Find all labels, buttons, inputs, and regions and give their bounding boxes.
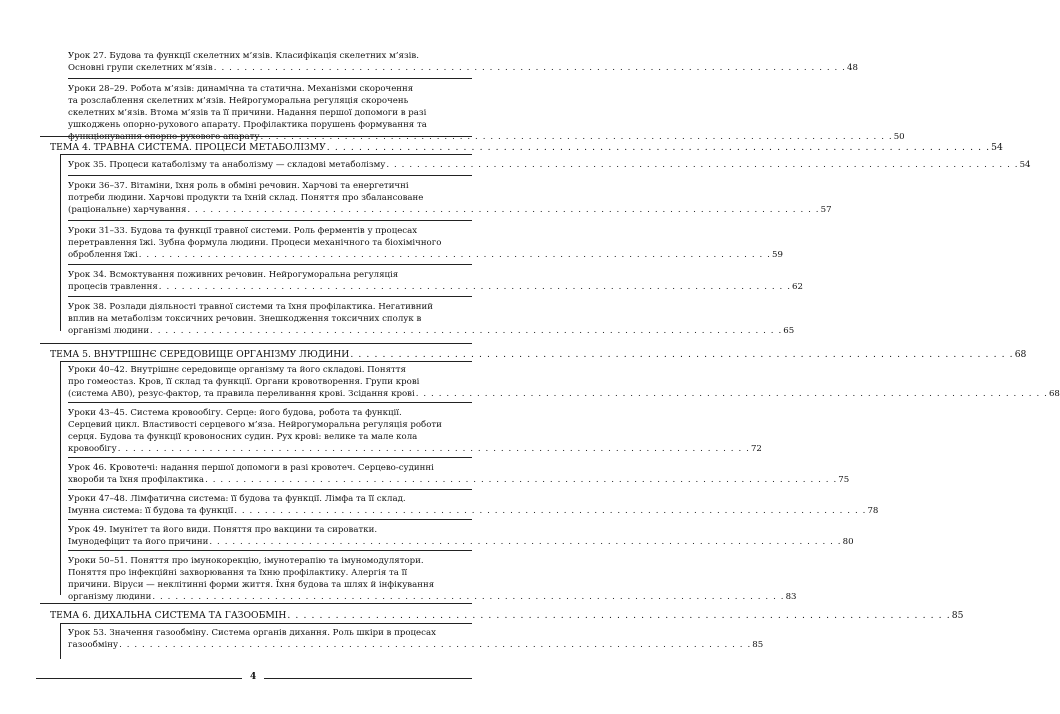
- entry-separator: [68, 264, 472, 265]
- entry-separator: [68, 78, 472, 79]
- entry-line: серця. Будова та функції кровоносних судин. Рух крові: велике та мале кола: [68, 432, 418, 442]
- toc-topic-5[interactable]: [50, 349, 1027, 361]
- entry-line: Імунодефіцит та його причини: [68, 537, 209, 547]
- toc-entry-lessons-50-51[interactable]: [68, 555, 797, 603]
- leader-dots: . . . . . . . . . . . . . . . . . . . . . . . . . . . . . . . . . . . . . . . . . . . . . . . . . . . . . . . . . . . . . . . . . . . . . . . . . . . . . . . . . . .: [138, 250, 771, 260]
- entry-separator: [68, 220, 472, 221]
- entry-line: Основні групи скелетних м’язів: [68, 63, 213, 73]
- entry-line: Серцевий цикл. Властивості серцевого м’яза. Нейрогуморальна регуляція роботи: [68, 420, 442, 430]
- toc-entry-lesson-38[interactable]: [68, 301, 795, 337]
- entry-line: Урок 34. Всмоктування поживних речовин. Нейрогуморальна регуляція: [68, 270, 399, 280]
- leader-dots: . . . . . . . . . . . . . . . . . . . . . . . . . . . . . . . . . . . . . . . . . . . . . . . . . . . . . . . . . . . . . . . . . . . . . . . . . . . . . . . . . . .: [260, 132, 893, 142]
- entry-line: Уроки 28–29. Робота м’язів: динамічна та статична. Механізми скорочення: [68, 84, 414, 94]
- page-ref: 50: [893, 132, 905, 142]
- topic-title: ТЕМА 5. ВНУТРІШНЄ СЕРЕДОВИЩЕ ОРГАНІЗМУ ЛЮДИНИ: [50, 349, 350, 360]
- entry-separator: [68, 296, 472, 297]
- entry-line: (система AB0), резус-фактор, та правила переливання крові. Зсідання крові: [68, 389, 415, 399]
- entry-separator: [68, 550, 472, 551]
- entry-line: Поняття про інфекційні захворювання та їхню профілактику. Алергія та її: [68, 568, 408, 578]
- entry-line: організмі людини: [68, 326, 150, 336]
- leader-dots: . . . . . . . . . . . . . . . . . . . . . . . . . . . . . . . . . . . . . . . . . . . . . . . . . . . . . . . . . . . . . . . . . . . . . . . . . . . . . . . . . . .: [213, 63, 847, 73]
- entry-line: Урок 27. Будова та функції скелетних м’язів. Класифікація скелетних м’язів.: [68, 51, 419, 61]
- entry-line: Уроки 47–48. Лімфатична система: її будова та функції. Лімфа та її склад.: [68, 494, 406, 504]
- toc-entry-lesson-53[interactable]: [68, 627, 764, 651]
- entry-separator: [68, 402, 472, 403]
- leader-dots: . . . . . . . . . . . . . . . . . . . . . . . . . . . . . . . . . . . . . . . . . . . . . . . . . . . . . . . . . . . . . . . . . . . . . . . . . . . . . . . . . . .: [209, 537, 842, 547]
- toc-entry-lessons-43-45[interactable]: [68, 407, 762, 455]
- entry-line: газообміну: [68, 640, 119, 650]
- page-ref: 59: [772, 250, 783, 260]
- page-ref: 80: [842, 537, 854, 547]
- topic-title: ТЕМА 6. ДИХАЛЬНА СИСТЕМА ТА ГАЗООБМІН: [50, 610, 287, 621]
- page-ref: 78: [867, 506, 879, 516]
- page-ref: 83: [785, 592, 797, 602]
- entry-line: Урок 53. Значення газообміну. Система органів дихання. Роль шкіри в процесах: [68, 628, 436, 638]
- page-ref: 54: [1019, 160, 1031, 170]
- page-ref: 62: [792, 282, 803, 292]
- toc-entry-lesson-49[interactable]: [68, 524, 854, 548]
- entry-line: про гомеостаз. Кров, її склад та функції. Органи кровотворення. Групи крові: [68, 377, 420, 387]
- entry-line: оброблення їжі: [68, 250, 138, 260]
- topic-title: ТЕМА 4. ТРАВНА СИСТЕМА. ПРОЦЕСИ МЕТАБОЛІЗМУ: [50, 142, 326, 153]
- entry-line: функціонування опорно-рухового апарату: [68, 132, 260, 142]
- toc-entry-lessons-31-33[interactable]: [68, 225, 783, 261]
- page-ref: 48: [847, 63, 858, 73]
- page-ref: 72: [750, 444, 762, 454]
- leader-dots: . . . . . . . . . . . . . . . . . . . . . . . . . . . . . . . . . . . . . . . . . . . . . . . . . . . . . . . . . . . . . . . . . . . . . . . . . . . . . . . . . . .: [117, 444, 750, 454]
- section-separator: [40, 136, 472, 137]
- toc-entry-lessons-40-42[interactable]: [68, 364, 1060, 400]
- entry-line: організму людини: [68, 592, 152, 602]
- leader-dots: . . . . . . . . . . . . . . . . . . . . . . . . . . . . . . . . . . . . . . . . . . . . . . . . . . . . . . . . . . . . . . . . . . . . . . . . . . . . . . . . . . .: [152, 592, 785, 602]
- toc-entry-lessons-36-37[interactable]: [68, 180, 832, 216]
- entry-separator: [60, 623, 472, 624]
- leader-dots: . . . . . . . . . . . . . . . . . . . . . . . . . . . . . . . . . . . . . . . . . . . . . . . . . . . . . . . . . . . . . . . . . . . . . . . . . . . . . . . . . . .: [350, 349, 1014, 360]
- entry-separator: [60, 154, 472, 155]
- leader-dots: . . . . . . . . . . . . . . . . . . . . . . . . . . . . . . . . . . . . . . . . . . . . . . . . . . . . . . . . . . . . . . . . . . . . . . . . . . . . . . . . . . .: [287, 610, 951, 621]
- entry-line: перетравлення їжі. Зубна формула людини. Процеси механічного та біохімічного: [68, 238, 442, 248]
- entry-line: потреби людини. Харчові продукти та їхній склад. Поняття про збалансоване: [68, 193, 424, 203]
- leader-dots: . . . . . . . . . . . . . . . . . . . . . . . . . . . . . . . . . . . . . . . . . . . . . . . . . . . . . . . . . . . . . . . . . . . . . . . . . . . . . . . . . . .: [234, 506, 867, 516]
- entry-line: Урок 46. Кровотечі: надання першої допомоги в разі кровотеч. Серцево-судинні: [68, 463, 434, 473]
- entry-line: хвороби та їхня профілактика: [68, 475, 205, 485]
- toc-entry-lesson-46[interactable]: [68, 462, 850, 486]
- entry-line: Уроки 43–45. Система кровообігу. Серце: його будова, робота та функції.: [68, 408, 402, 418]
- entry-separator: [60, 361, 472, 362]
- toc-entry-lessons-47-48[interactable]: [68, 493, 879, 517]
- entry-line: процесів травлення: [68, 282, 158, 292]
- entry-line: Імунна система: її будова та функції: [68, 506, 234, 516]
- page-number: 4: [250, 672, 257, 682]
- entry-line: причини. Віруси — неклітинні форми життя. Їхня будова та шлях й інфікування: [68, 580, 435, 590]
- entry-separator: [68, 489, 472, 490]
- entry-line: Урок 35. Процеси катаболізму та анаболізму — складові метаболізму: [68, 160, 386, 170]
- page-ref: 68: [1048, 389, 1060, 399]
- entry-line: Уроки 36–37. Вітаміни, їхня роль в обміні речовин. Харчові та енергетичні: [68, 181, 409, 191]
- entry-line: кровообігу: [68, 444, 117, 454]
- toc-entry-lesson-34[interactable]: [68, 269, 803, 293]
- topic-5-bracket: [60, 361, 61, 595]
- entry-separator: [68, 519, 472, 520]
- page-ref: 65: [783, 326, 795, 336]
- toc-entry-lesson-27[interactable]: [68, 50, 858, 74]
- leader-dots: . . . . . . . . . . . . . . . . . . . . . . . . . . . . . . . . . . . . . . . . . . . . . . . . . . . . . . . . . . . . . . . . . . . . . . . . . . . . . . . . . . .: [119, 640, 752, 650]
- toc-topic-6[interactable]: [50, 610, 964, 622]
- entry-line: Уроки 40–42. Внутрішнє середовище організму та його складові. Поняття: [68, 365, 406, 375]
- leader-dots: . . . . . . . . . . . . . . . . . . . . . . . . . . . . . . . . . . . . . . . . . . . . . . . . . . . . . . . . . . . . . . . . . . . . . . . . . . . . . . . . . . .: [150, 326, 783, 336]
- footer-rule-right: [264, 678, 472, 679]
- leader-dots: . . . . . . . . . . . . . . . . . . . . . . . . . . . . . . . . . . . . . . . . . . . . . . . . . . . . . . . . . . . . . . . . . . . . . . . . . . . . . . . . . . .: [187, 205, 820, 215]
- leader-dots: . . . . . . . . . . . . . . . . . . . . . . . . . . . . . . . . . . . . . . . . . . . . . . . . . . . . . . . . . . . . . . . . . . . . . . . . . . . . . . . . . . .: [326, 142, 991, 153]
- section-separator: [40, 603, 472, 604]
- entry-line: Урок 49. Імунітет та його види. Поняття про вакцини та сироватки.: [68, 525, 378, 535]
- entry-separator: [68, 175, 472, 176]
- footer-rule-left: [36, 678, 242, 679]
- entry-line: Уроки 50–51. Поняття про імунокорекцію, імунотерапію та імуномодулятори.: [68, 556, 424, 566]
- entry-line: та розслаблення скелетних м’язів. Нейрогуморальна регуляція скорочень: [68, 96, 409, 106]
- toc-topic-4[interactable]: [50, 142, 1003, 154]
- page-ref: 54: [991, 142, 1003, 153]
- entry-line: скелетних м’язів. Втома м’язів та її причини. Надання першої допомоги в разі: [68, 108, 427, 118]
- leader-dots: . . . . . . . . . . . . . . . . . . . . . . . . . . . . . . . . . . . . . . . . . . . . . . . . . . . . . . . . . . . . . . . . . . . . . . . . . . . . . . . . . . .: [415, 389, 1048, 399]
- toc-entry-lessons-28-29[interactable]: [68, 83, 905, 143]
- entry-line: вплив на метаболізм токсичних речовин. Знешкодження токсичних сполук в: [68, 314, 422, 324]
- page-ref: 85: [752, 640, 764, 650]
- topic-6-bracket: [60, 623, 61, 659]
- toc-entry-lesson-35[interactable]: [68, 159, 1031, 171]
- entry-separator: [68, 457, 472, 458]
- page-ref: 68: [1014, 349, 1027, 360]
- section-separator: [40, 343, 472, 344]
- page-ref: 75: [838, 475, 850, 485]
- entry-line: ушкоджень опорно-рухового апарату. Профілактика порушень формування та: [68, 120, 427, 130]
- leader-dots: . . . . . . . . . . . . . . . . . . . . . . . . . . . . . . . . . . . . . . . . . . . . . . . . . . . . . . . . . . . . . . . . . . . . . . . . . . . . . . . . . . .: [158, 282, 792, 292]
- page-ref: 85: [951, 610, 964, 621]
- topic-4-bracket: [60, 154, 61, 331]
- entry-line: (раціональне) харчування: [68, 205, 187, 215]
- page-ref: 57: [820, 205, 832, 215]
- leader-dots: . . . . . . . . . . . . . . . . . . . . . . . . . . . . . . . . . . . . . . . . . . . . . . . . . . . . . . . . . . . . . . . . . . . . . . . . . . . . . . . . . . .: [386, 160, 1019, 170]
- leader-dots: . . . . . . . . . . . . . . . . . . . . . . . . . . . . . . . . . . . . . . . . . . . . . . . . . . . . . . . . . . . . . . . . . . . . . . . . . . . . . . . . . . .: [205, 475, 838, 485]
- entry-line: Урок 38. Розлади діяльності травної системи та їхня профілактика. Негативний: [68, 302, 433, 312]
- entry-line: Уроки 31–33. Будова та функції травної системи. Роль ферментів у процесах: [68, 226, 418, 236]
